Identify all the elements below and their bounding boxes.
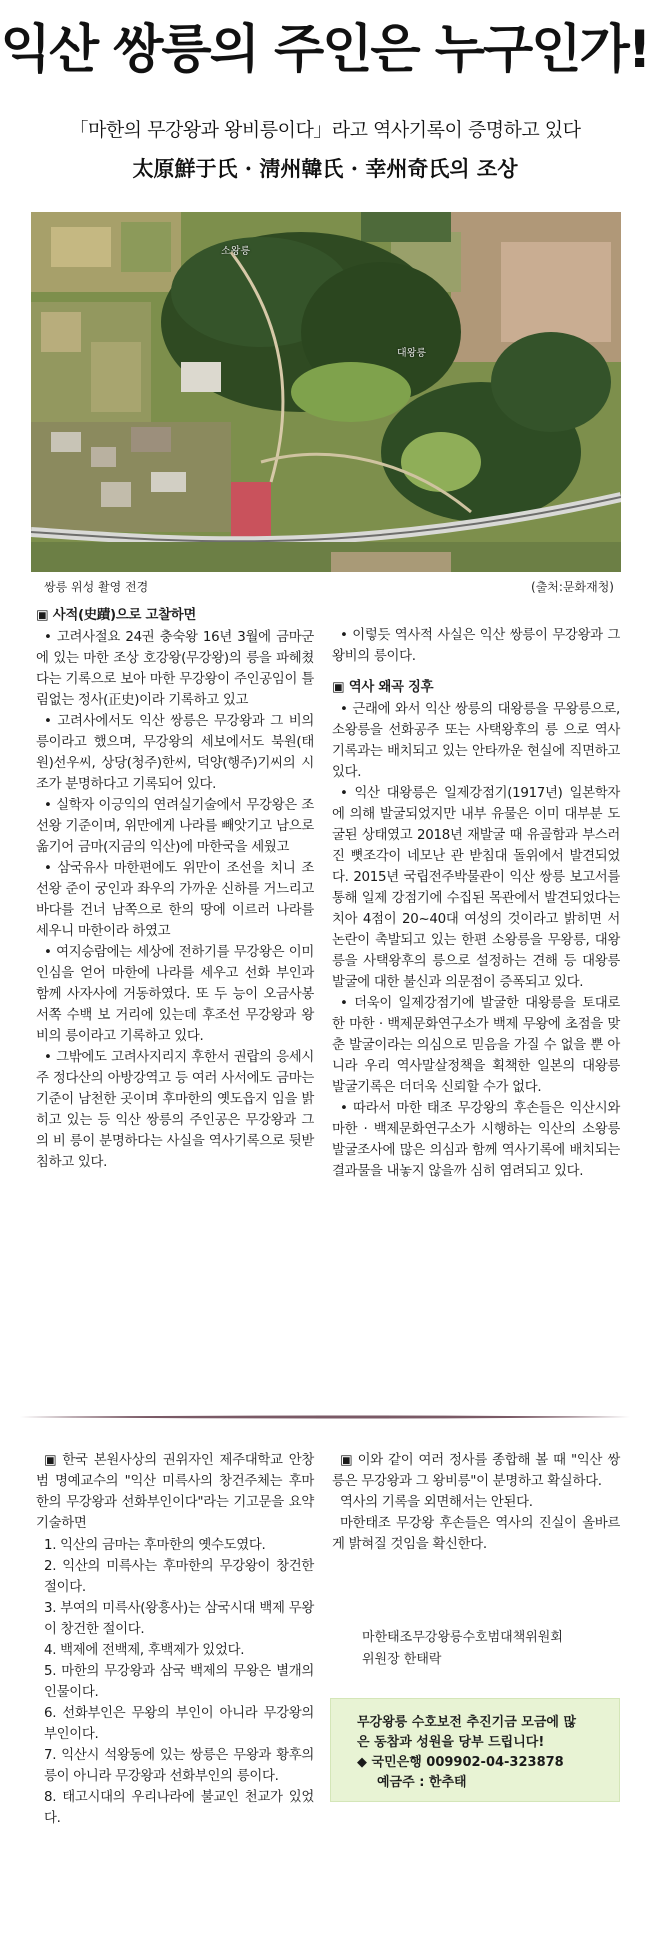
- column-summary: [36, 1450, 314, 1829]
- account-holder: 예금주 : 한추태: [377, 1775, 467, 1790]
- paragraph: 역사의 기록을 외면해서는 안된다.: [340, 1495, 533, 1510]
- donation-line: 무강왕릉 수호보전 추진기금 모금에 많: [357, 1715, 577, 1730]
- paragraph: • 고려사에서도 익산 쌍릉은 무강왕과 그 비의 릉이라고 했으며, 무강왕의 세보에서도 북원(태원)선우씨, 상당(청주)한씨, 덕양(행주)기씨의 시조가 분명하다고 기록되어 있다.: [36, 714, 314, 792]
- donation-line: 은 동참과 성원을 당부 드립니다!: [357, 1735, 545, 1750]
- paragraph: • 익산 대왕릉은 일제강점기(1917년) 일본학자에 의해 발굴되었지만 내부 유물은 이미 대부분 도굴된 상태였고 2018년 재발굴 때 유골함과 부스러진 뼛조각이 네모난 관 받침대 돌위에서 발견되었다. 2015년 국립전주박물관이 익산 쌍릉 보고서를 통해 일제 강점기에 수집된 목관에서 발견되었다는 치아 4점이 20~40대 여성의 것이라고 밝히면 서 논란이 촉발되고 있는 한편 소왕릉을 무왕릉, 대왕릉을 사택왕후의 릉으로 설정하는 견해 등 대왕릉 발굴에 대한 불신과 의문점이 증폭되고 있다.: [332, 786, 620, 990]
- paragraph: • 그밖에도 고려사지리지 후한서 권랍의 응세시주 정다산의 아방강역고 등 여러 사서에도 금마는 기준이 남천한 곳이며 후마한의 옛도읍지 임을 밝히고 있는 등 익산 쌍릉의 주인공은 무강왕과 그의 비 릉이 분명하다는 사실을 역사기록으로 뒷받침하고 있다.: [36, 1050, 314, 1170]
- list-item: 6. 선화부인은 무왕의 부인이 아니라 무강왕의 부인이다.: [44, 1706, 314, 1742]
- paragraph: • 삼국유사 마한편에도 위만이 조선을 치니 조선왕 준이 궁인과 좌우의 가까운 신하를 거느리고 바다를 건너 남쪽으로 한의 땅에 이르러 나라를 세우니 마한이라 하였고: [36, 861, 314, 939]
- donation-box: [330, 1698, 620, 1802]
- summary-intro: ▣ 한국 본원사상의 권위자인 제주대학교 안창범 명예교수의 "익산 미륵사의 창건주체는 후마한의 무강왕과 선화부인이다"라는 기고문을 요약 기술하면: [36, 1453, 314, 1531]
- list-item: 2. 익산의 미륵사는 후마한의 무강왕이 창건한 절이다.: [44, 1559, 314, 1595]
- list-item: 1. 익산의 금마는 후마한의 옛수도였다.: [44, 1538, 266, 1553]
- column-distortion: [332, 625, 620, 1182]
- small-tomb-label: 소왕릉: [221, 246, 250, 257]
- list-item: 8. 태고시대의 우리나라에 불교인 천교가 있었다.: [44, 1790, 314, 1826]
- list-item: 3. 부여의 미륵사(왕흥사)는 삼국시대 백제 무왕이 창건한 절이다.: [44, 1601, 314, 1637]
- large-tomb-label: 대왕릉: [397, 348, 426, 359]
- signature: [362, 1627, 563, 1671]
- section-heading-distortion: ▣ 역사 왜곡 징후: [332, 680, 434, 695]
- ancestor-line: 太原鮮于氏 · 淸州韓氏 · 幸州奇氏의 조상: [132, 156, 518, 181]
- paragraph: • 여지승람에는 세상에 전하기를 무강왕은 이미 인심을 얻어 마한에 나라를 세우고 선화 부인과 함께 사자사에 거동하였다. 또 두 능이 오금사봉 서쪽 수백 보 거리에 있는데 후조선 무강왕과 왕비의 릉이라고 기록하고 있다.: [36, 945, 314, 1044]
- signature-name: 위원장 한태락: [362, 1652, 442, 1667]
- column-history: [36, 605, 314, 1173]
- section-divider: [20, 1415, 630, 1419]
- photo-source: (출처:문화재청): [531, 580, 614, 594]
- section-heading-history: ▣ 사적(史蹟)으로 고찰하면: [36, 608, 196, 623]
- list-item: 7. 익산시 석왕동에 있는 쌍릉은 무왕과 황후의 릉이 아니라 무강왕과 선화부인의 릉이다.: [44, 1748, 314, 1784]
- paragraph: 마한태조 무강왕 후손들은 역사의 진실이 올바르게 밝혀질 것임을 확신한다.: [332, 1516, 620, 1552]
- paragraph: ▣ 이와 같이 여러 정사를 종합해 볼 때 "익산 쌍릉은 무강왕과 그 왕비릉"이 분명하고 확실하다.: [332, 1453, 620, 1489]
- paragraph: • 고려사절요 24권 충숙왕 16년 3월에 금마군에 있는 마한 조상 호강왕(무강왕)의 릉을 파헤쳤다는 기록으로 보아 마한 무강왕이 주인공임이 틀림없는 정사(正史)이라 기록하고 있고: [36, 630, 314, 708]
- signature-org: 마한태조무강왕릉수호범대책위원회: [362, 1630, 563, 1645]
- paragraph: • 따라서 마한 태조 무강왕의 후손들은 익산시와 마한 · 백제문화연구소가 시행하는 익산의 소왕릉 발굴조사에 많은 의심과 함께 역사기록에 배치되는 결과물을 내놓지 않을까 심히 염려되고 있다.: [332, 1101, 620, 1179]
- aerial-photo: [31, 212, 621, 572]
- paragraph: • 더욱이 일제강점기에 발굴한 대왕릉을 토대로 한 마한 · 백제문화연구소가 백제 무왕에 초점을 맞춘 발굴이라는 의심으로 믿음을 가질 수 없을 뿐 아니라 우리 역사말살정책을 획책한 일본의 대왕릉 발굴기록은 더더욱 신뢰할 수가 없다.: [332, 996, 620, 1095]
- list-item: 4. 백제에 전백제, 후백제가 있었다.: [44, 1643, 245, 1658]
- photo-caption: 쌍릉 위성 촬영 전경: [44, 580, 149, 594]
- list-item: 5. 마한의 무강왕과 삼국 백제의 무왕은 별개의 인물이다.: [44, 1664, 314, 1700]
- subtitle: 「마한의 무강왕과 왕비릉이다」라고 역사기록이 증명하고 있다: [69, 119, 581, 141]
- page-title: 익산 쌍릉의 주인은 누구인가!: [0, 20, 650, 80]
- bank-account: ◆ 국민은행 009902-04-323878: [357, 1755, 564, 1770]
- column-conclusion: [332, 1450, 620, 1555]
- paragraph: • 실학자 이긍익의 연려실기술에서 무강왕은 조선왕 기준이며, 위만에게 나라를 빼앗기고 남으로 옮기어 금마(지금의 익산)에 마한국을 세웠고: [36, 798, 314, 855]
- paragraph: • 근래에 와서 익산 쌍릉의 대왕릉을 무왕릉으로, 소왕릉을 선화공주 또는 사택왕후의 릉 으로 역사기록과는 배치되고 있는 안타까운 현실에 직면하고 있다.: [332, 702, 620, 780]
- paragraph: • 이렇듯 역사적 사실은 익산 쌍릉이 무강왕과 그 왕비의 릉이다.: [332, 628, 620, 664]
